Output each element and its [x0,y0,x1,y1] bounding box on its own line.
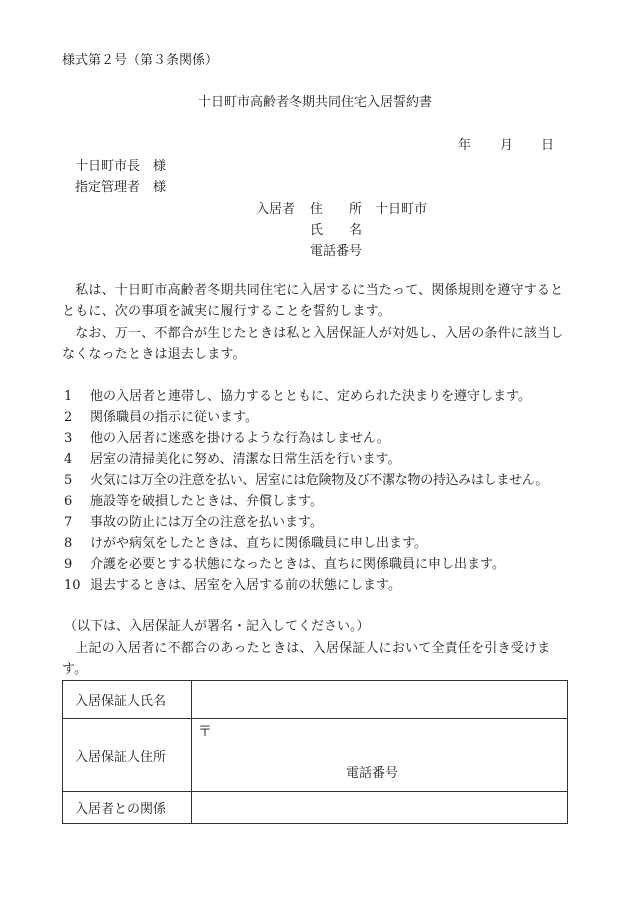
list-item [64,428,390,449]
list-item [64,407,258,428]
item-number: 4 [64,452,73,467]
item-number: 10 [64,578,81,593]
item-text: 事故の防止には万全の注意を払います。 [90,515,323,530]
guarantor-phone-label: 電話番号 [346,766,399,781]
list-item [64,533,427,554]
address-value: 十日町市 [375,202,428,217]
postal-mark: 〒 [198,724,212,740]
list-item [64,575,401,596]
list-item [64,512,323,533]
item-text: 他の入居者と連帯し、協力するとともに、定められた決まりを遵守します。 [90,389,531,404]
list-item [64,554,505,575]
document-title: 十日町市高齢者冬期共同住宅入居誓約書 [197,95,432,110]
list-item [64,449,400,470]
applicant-role: 入居者 [256,202,296,217]
guarantor-name-label: 入居保証人氏名 [63,681,192,719]
pledge-paragraph: 私は、十日町市高齢者冬期共同住宅に入居するに当たって、関係規則を遵守するとともに、次の事項を誠実に履行することを誓約します。 [62,283,564,319]
guarantor-address-field[interactable] [192,719,568,792]
item-number: 8 [64,536,73,551]
relation-label: 入居者との関係 [63,792,192,824]
name-label: 氏 名 [310,223,363,238]
item-text: 火気には万全の注意を払い、居室には危険物及び不潔な物の持込みはしません。 [90,473,548,488]
date-month: 月 [500,138,514,153]
guarantor-note: （以下は、入居保証人が署名・記入してください。） [64,619,370,634]
list-item [64,491,323,512]
list-item [64,470,548,491]
address-label: 住 所 [310,202,363,217]
item-text: 居室の清掃美化に努め、清潔な日常生活を行います。 [90,452,401,467]
item-text: けがや病気をしたときは、直ちに関係職員に申し出ます。 [90,536,427,551]
guarantor-statement: 上記の入居者に不都合のあったときは、入居保証人において全責任を引き受けます。 [62,641,551,677]
pledge-paragraph: なお、万一、不都合が生じたときは私と入居保証人が対処し、入居の条件に該当しなくなったときは退去します。 [62,326,564,362]
item-number: 3 [64,431,73,446]
item-text: 他の入居者に迷惑を掛けるような行為はしません。 [90,431,390,446]
item-number: 7 [64,515,73,530]
date-year: 年 [458,138,472,153]
item-text: 介護を必要とする状態になったときは、直ちに関係職員に申し出ます。 [90,557,505,572]
item-number: 1 [64,389,73,404]
item-number: 6 [64,494,73,509]
phone-label: 電話番号 [310,244,363,259]
item-text: 退去するときは、居室を入居する前の状態にします。 [90,578,401,593]
relation-field[interactable] [192,792,568,824]
guarantor-table [62,680,568,824]
addressee-mayor: 十日町市長 様 [75,159,167,174]
item-number: 5 [64,473,72,488]
item-text: 関係職員の指示に従います。 [90,410,258,425]
item-text: 施設等を破損したときは、弁償します。 [90,494,323,509]
form-number: 様式第２号（第３条関係） [62,53,219,68]
addressee-manager: 指定管理者 様 [75,180,167,195]
item-number: 9 [64,557,73,572]
guarantor-name-field[interactable] [192,681,568,719]
date-day: 日 [541,138,555,153]
guarantor-address-label: 入居保証人住所 [63,719,192,792]
list-item [64,386,531,407]
item-number: 2 [64,410,73,425]
